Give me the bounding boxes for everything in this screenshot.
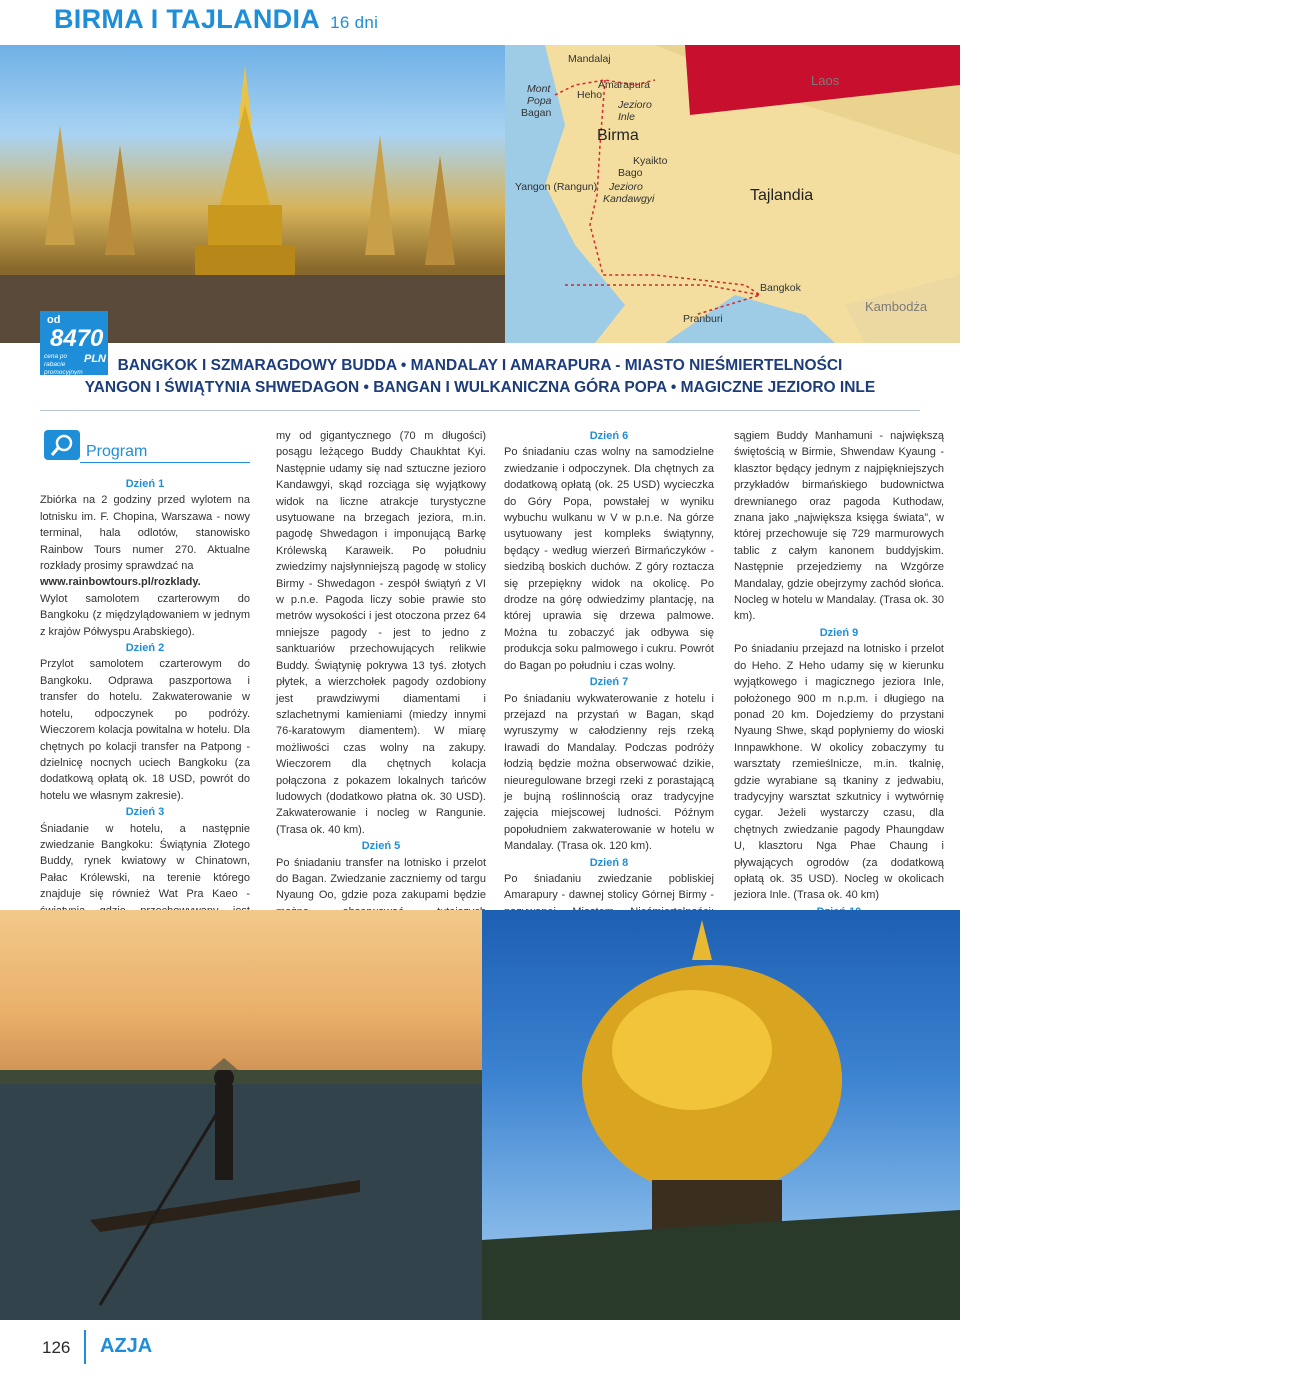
map-label-birma: Birma <box>597 127 639 144</box>
program-header <box>40 428 250 468</box>
map-label-mandalaj: Mandalaj <box>568 53 611 65</box>
day-text: Po śniadaniu przejazd na lotnisko i przelot do Heho. Z Heho udamy się w kierunku wyjątkowego i magicznego jeziora Inle, położonego 900 m n.p.m. i długiego na ponad 20 km. Dojedziemy do przystani Nyaung Shwe, skąd popłyniemy do wioski Innpawkhone. W okolicy zobaczymy tu warsztaty rzemieślnicze, m.in. tkalnię, gdzie wyrabiane są tkaniny z jedwabiu, tradycyjny warsztat szkutnicy i wytwórnię cygar. Jeżeli wystarczy czasu, dla chętnych zwiedzanie pagody Phaungdaw U, klasztoru Nga Phae Chaung i pływających ogrodów (za dodatkową opłatą ok. 35 USD). Nocleg w okolicach jeziora Inle. (Trasa ok. 40 km) <box>734 643 944 902</box>
page-title <box>54 4 378 35</box>
map-label-laos: Laos <box>811 73 840 88</box>
map-label-yangon: Yangon (Rangun) <box>515 181 598 193</box>
day-text: my od gigantycznego (70 m długości) posągu leżącego Buddy Chaukhtat Kyi. Następnie udamy się nad sztuczne jezioro Kandawgyi, skąd rozciąga się wyjątkowy widok na liczne atrakcje turystyczne usytuowane na brzegach jeziora, m.in. pagodę Shwedagon i imponującą Barkę Królewską Karaweik. Po południu zwiedzimy najsłynniejszą pagodę w stolicy Birmy - Shwedagon - zespół świątyń z VI w p.n.e. Pagoda liczy sobie prawie sto metrów wysokości i jest otoczona przez 64 mniejsze pagody - jest to jedno z sanktuariów przechowujących relikwie Buddy. Świątynię pokrywa 13 tyś. złotych płytek, a wierzchołek pagody ozdobiony jest prawdziwymi diamentami i szlachetnymi kamieniami (miedzy innymi 76-karatowym diamentem). W miarę możliwości czas wolny na zakupy. Wieczorem dla chętnych kolacja połączona z pokazem lokalnych tańców ludowych (dodatkowo płatna ok. 30 USD). Zakwaterowanie i nocleg w Rangunie. (Trasa ok. 40 km). <box>276 430 486 836</box>
map-label-pranburi: Pranburi <box>683 313 723 325</box>
map-label-bago: Bago <box>618 167 643 179</box>
page-header <box>0 0 960 45</box>
day-heading: Dzień 2 <box>125 642 165 655</box>
footer-divider <box>84 1330 86 1364</box>
day-heading: Dzień 8 <box>589 856 629 869</box>
golden-rock-illustration <box>482 910 960 1320</box>
price-currency: PLN <box>84 353 106 365</box>
price-amount: 8470 <box>50 325 104 352</box>
day-text: Po śniadaniu transfer na lotnisko i przelot do Bagan. Zwiedzanie zaczniemy od targu Nyaung Oo, gdzie poza zakupami będzie <box>276 856 486 902</box>
page-footer <box>0 1320 960 1376</box>
trip-highlights <box>40 355 920 399</box>
program-title: Program <box>86 443 148 460</box>
golden-rock-photo <box>482 910 960 1320</box>
day-heading: Dzień 7 <box>589 676 629 689</box>
page-number: 126 <box>42 1338 71 1357</box>
day-text: Po śniadaniu czas wolny na samodzielne zwiedzanie i odpoczynek. Dla chętnych za dodatkową opłatą (ok. 25 USD) wycieczka do Góry Popa, powstałej w wyniku wybuchu wulkanu w V w p.n.e. Na górze usytuowany jest kompleks świątynny, będący - według wierzeń Birmańczyków - siedzibą boskich duchów. Z góry roztacza się przepiękny widok na okolicę. Po drodze na górę odwiedzimy plantację, na której uprawia się drzewa palmowe. Można tu zobaczyć jak odbywa się produkcja soku palmowego i cukru. Powrót do Bagan po południu i czas wolny. <box>504 446 714 672</box>
day-text: Wylot samolotem czarterowym do Bangkoku (z międzylądowaniem w jednym z krajów Półwyspu Arabskiego). <box>40 592 250 638</box>
map-label-bagan: Bagan <box>521 107 552 119</box>
day-heading: Dzień 3 <box>125 806 165 819</box>
day-heading: Dzień 5 <box>361 840 401 853</box>
temple-spires <box>0 105 505 343</box>
price-od: od <box>47 314 61 326</box>
map-label-bangkok: Bangkok <box>760 282 801 294</box>
title-days: 16 dni <box>330 13 379 32</box>
rainbow-link[interactable]: www.rainbowtours.pl/rozklady. <box>40 576 201 589</box>
map-label-amarapura: Amarapura <box>598 79 650 91</box>
program-underline <box>80 462 250 463</box>
day-heading: Dzień 9 <box>819 626 859 639</box>
day-text: Przylot samolotem czarterowym do Bangkoku. Odprawa paszportowa i transfer do hotelu. Zakwaterowanie w hotelu, odpoczynek po podróży. Wieczorem kolacja powitalna w hotelu. Dla chętnych po kolacji transfer na Patpong - dzielnicę nocnych uciech Bangkoku (za dodatkową opłatą ok. 18 USD, powrót do hotelu we własnym zakresie). <box>40 658 250 802</box>
day-heading: Dzień 1 <box>125 478 165 490</box>
highlights-line-2: YANGON I ŚWIĄTYNIA SHWEDAGON • BANGAN I WULKANICZNA GÓRA POPA • MAGICZNE JEZIORO INLE <box>84 379 876 396</box>
day-text: Po śniadaniu zwiedzanie pobliskiej Amarapury - dawnej stolicy Górnej Birmy - <box>504 872 714 902</box>
map-label-tajlandia: Tajlandia <box>750 187 814 204</box>
inle-fisherman-photo <box>0 910 482 1320</box>
price-note: cena po rabacie promocyjnym <box>44 353 83 376</box>
day-text: Śniadanie w hotelu, a następnie zwiedzanie Bangkoku: Świątynia Złotego Buddy, rynek kwiatowy w Chinatown, Pałac Królewski, na terenie którego znajduje się również Wat Pra Kaeo - <box>40 822 250 901</box>
map-label-kambodza: Kambodża <box>865 299 928 314</box>
divider <box>40 410 920 411</box>
map-label-mont: Mont <box>527 83 551 95</box>
section-name: AZJA <box>100 1335 153 1357</box>
map-label-kyaikto: Kyaikto <box>633 155 668 167</box>
map-label-heho: Heho <box>577 89 603 101</box>
day-text: Po śniadaniu wykwaterowanie z hotelu i przejazd na przystań w Bagan, skąd wyruszymy w całodzienny rejs rzeką Irawadi do Mandalay. Podczas podróży łodzią będzie można obserwować dzikie, nieuregulowane brzegi rzeki z porastającą je bujną roślinnością oraz tradycyjne zajęcia miejscowej ludności. Późnym popołudniem zakwaterowanie w hotelu w Mandalay. (Trasa ok. 120 km). <box>504 692 714 853</box>
route-map <box>505 45 1286 343</box>
day-heading: Dzień 6 <box>589 430 629 442</box>
day-text: Zbiórka na 2 godziny przed wylotem na lotnisku im. F. Chopina, Warszawa - nowy terminal, hala odlotów, stanowisko Rainbow Tours numer 270. Aktualne rozkłady prosimy sprawdzać na <box>40 494 250 573</box>
map-label-kandawgyi: Kandawgyi <box>603 193 655 205</box>
title-text: BIRMA I TAJLANDIA <box>54 4 321 34</box>
map-label-jezioro2: Jezioro <box>609 181 643 193</box>
map-banner: PRZELOTY LOKALNE W CENIE <box>1195 68 1286 126</box>
map-label-popa: Popa <box>527 95 552 107</box>
day-text: sągiem Buddy Manhamuni - największą świętością w Birmie, Shwendaw Kyaung - klasztor będący jednym z najpiękniejszych przykładów birmańskiego budownictwa drewnianego oraz pagoda Kuthodaw, znana jako „największa księga świata”, w której przechowuje się 729 marmurowych tablic z całym kanonem buddyjskim. Następnie przejedziemy na Wzgórze Mandalay, gdzie obejrzymy zachód słońca. Nocleg w hotelu w Mandalay. (Trasa ok. 30 km). <box>734 430 944 623</box>
map-label-inle: Inle <box>618 111 635 123</box>
fisherman-illustration <box>0 910 482 1320</box>
map-label-jezioro: Jezioro <box>618 99 652 111</box>
highlights-line-1: BANGKOK I SZMARAGDOWY BUDDA • MANDALAY I AMARAPURA - MIASTO NIEŚMIERTELNOŚCI <box>117 357 843 374</box>
search-icon <box>44 430 80 460</box>
